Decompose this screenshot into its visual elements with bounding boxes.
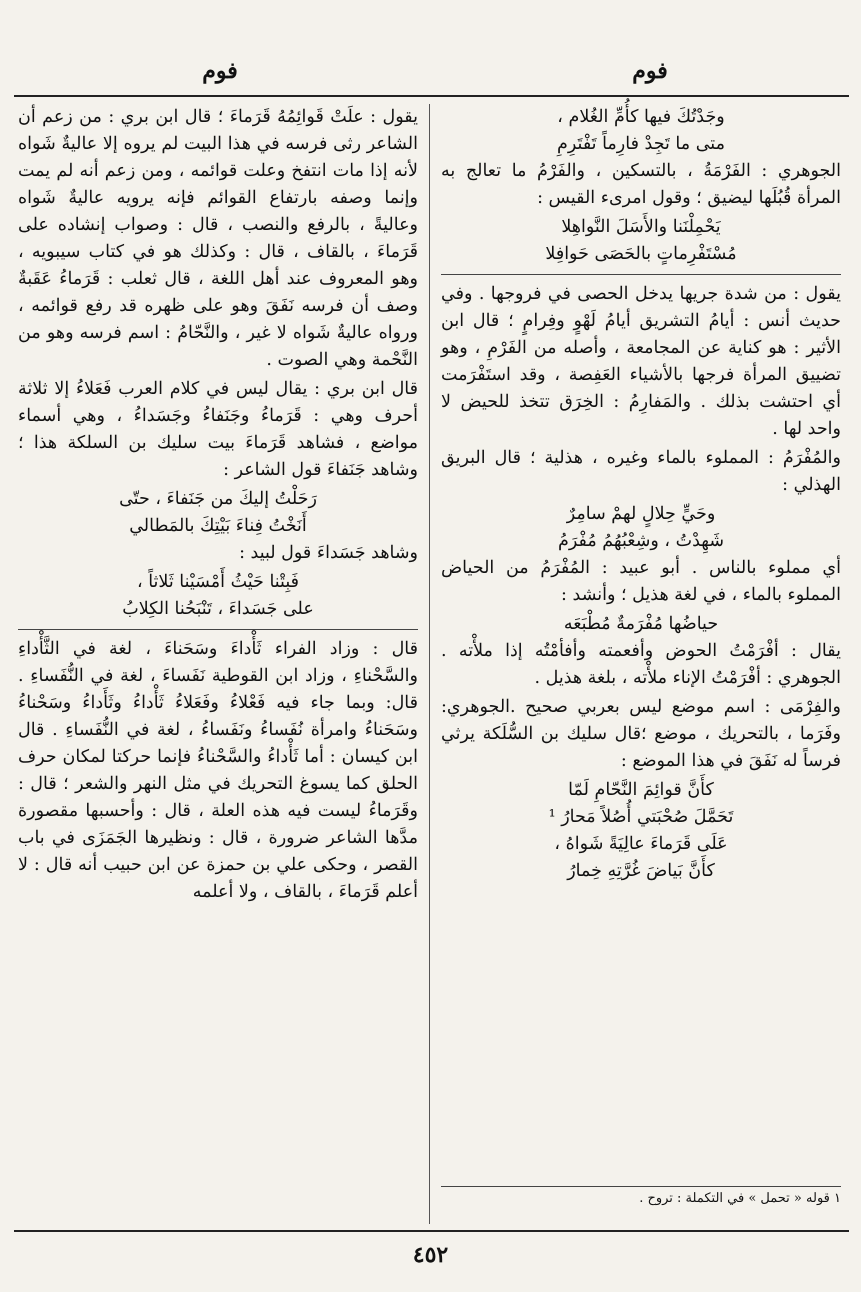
- verse-line: كأَنَّ قوائِمَ النَّحّامِ لَمّا: [568, 780, 714, 800]
- running-header-left: فوم: [202, 58, 238, 84]
- text-paragraph: قال ابن بري : يقال ليس في كلام العرب فَعَلاءُ إلا ثلاثة أحرف وهي : قَرَماءُ وجَنَفاءُ وجَسَداءُ ، وهي أسماء مواضع ، فشاهد قَرَماءَ بيت سليك بن السلكة هذا ؛ وشاهد جَنَفاءَ قول الشاعر :: [18, 379, 418, 480]
- verse-line: أَنَخْتُ فِناءَ بَيْتِكَ بالمَطالي: [129, 516, 307, 536]
- verse-line: عَلَى قَرَماءَ عالِيَةً شَواهُ ،: [554, 834, 728, 854]
- text-paragraph: يقول : علَتْ قَوائِمُهُ قَرَماءَ ؛ قال ابن بري : من زعم أن الشاعر رثى فرسه في هذا البيت لم يروه إلا عاليةٌ شَواه لأنه إذا مات انتفخ وعلت قوائمه ، ومن زعم أنه لم يمت وإنما وصفه بارتفاع القوائم فإنه يرويه عاليةٌ شَواه وعاليةً ، بالرفع والنصب ، قال : وصواب إنشاده على قَرَماءَ ، بالقاف ، قال : وكذلك هو في كتاب سيبويه ، وهو المعروف عند أهل اللغة ، قال ثعلب : قَرَماءُ عَقَبةٌ وصف أن فرسه نَفَقَ وهو على ظهره قد رفع قوائمه ، ورواه عاليةٌ شَواه لا غير ، والنَّحّامُ : اسم فرسه وهو من النَّحْمة وهي الصوت .: [18, 107, 418, 370]
- text-paragraph: أي مملوء بالناس . أبو عبيد : المُفْرَمُ من الحياض المملوء بالماء ، في لغة هذيل ؛ وأنشد :: [441, 558, 841, 605]
- right-column: [441, 104, 841, 885]
- verse-line: كأَنَّ بَياضَ غُرَّتِهِ خِمارُ: [567, 861, 715, 881]
- left-column: [18, 104, 418, 908]
- text-paragraph: يقول : من شدة جريها يدخل الحصى في فروجها . وفي حديث أنس : أيامُ التشريق أيامُ لَهْوٍ وفِرامٍ ؛ قال ابن الأثير : هو كناية عن المجامعة ، وأصله من الفَرْمِ ، وهو تضييق المرأة فرجها بالأشياء العَفِصة ، وقد استَفْرَمت أي احتشت بذلك . والمَفارِمُ : الخِرَق تتخذ للحيض لا واحد لها .: [441, 284, 841, 439]
- column-separator: [429, 104, 430, 1224]
- header-rule: [14, 95, 849, 97]
- verse-line: على جَسَداءَ ، تَنْبَحُنا الكِلابُ: [122, 599, 314, 619]
- section-divider: [441, 274, 841, 275]
- verse-line: متى ما تَجِدْ فارِماً تَفْتَرِمِ: [557, 134, 725, 154]
- verse-line: شَهِدْتُ ، وشِعْبُهُمُ مُفْرَمُ: [558, 531, 724, 551]
- footer-rule: [14, 1230, 849, 1232]
- verse-line: يَحْمِلْنَنا والأَسَلَ النَّواهِلا: [561, 217, 721, 237]
- running-header-right: فوم: [632, 58, 668, 84]
- text-paragraph: والمُفْرَمُ : المملوء بالماء وغيره ، هذلية ؛ قال البريق الهذلي :: [441, 448, 841, 495]
- verse-line: وجَدْتُكَ فيها كأُمِّ الغُلام ،: [557, 107, 725, 127]
- verse-line: تَحَمَّلَ صُحْبَتي أُصُلاً مَحارُ ¹: [548, 807, 734, 827]
- page-number: ٤٥٢: [412, 1242, 449, 1268]
- text-paragraph: الجوهري : الفَرْمَةُ ، بالتسكين ، والفَرْمُ ما تعالج به المرأة قُبُلَها ليضيق ؛ وقول امرىء القيس :: [441, 161, 841, 208]
- text-paragraph: وشاهد جَسَداءَ قول لبيد :: [239, 543, 418, 563]
- verse-line: مُسْتَفْرِماتٍ بالحَصَى حَوافِلا: [545, 244, 737, 264]
- verse-line: حياضُها مُفْرَمةٌ مُطْبَعَه: [563, 614, 719, 634]
- verse-line: رَحَلْتُ إليكَ من جَنَفاءَ ، حتّى: [119, 489, 317, 509]
- verse-line: فَبِتْنا حَيْثُ أَمْسَيْنا ثَلاثاً ،: [137, 572, 299, 592]
- verse-line: وحَيٍّ حِلالٍ لهمْ سامِرٌ: [566, 504, 716, 524]
- text-paragraph: والفِرْمَى : اسم موضع ليس بعربي صحيح .الجوهري: وفَرَما ، بالتحريك ، موضع ؛قال سليك بن السُّلَكة يرثي فرساً له نَفَقَ في هذا الموضع :: [441, 697, 841, 771]
- text-paragraph: يقال : أفْرَمْتُ الحوض وأفعمته وأفأمْتُه إذا ملأْته . الجوهري : أفْرَمْتُ الإناء ملأْته ، بلغة هذيل .: [441, 641, 841, 688]
- section-divider: [18, 629, 418, 630]
- footnote: ١ قوله « تحمل » في التكملة : تروح .: [441, 1186, 841, 1206]
- text-paragraph: قال : وزاد الفراء ثَأْداءَ وسَحَناءَ ، لغة في الثَّأْداءِ والسَّحْناءِ ، وزاد ابن القوطية نَفَساءَ ، لغة في النُّفَساءِ . قال: وبما جاء فيه فَعْلاءُ وفَعَلاءُ ثَأْداءُ وثَأَداءُ وسَحْناءُ وسَحَناءُ وامرأة نُفَساءُ ونَفَساءُ ، لغة في النُّفَساءِ . قال ابن كيسان : أما ثَأْداءُ والسَّحْناءُ فإنما حركتا لمكان حرف الحلق كما يسوغ التحريك في مثل النهر والشعر ؛ قال : وقَرَماءُ ليست فيه هذه العلة ، قال : وأحسبها مقصورة مدَّها الشاعر ضرورة ، قال : ونظيرها الجَمَزَى في باب القصر ، وحكى علي بن حمزة عن ابن حبيب أنه قال : لا أعلم قَرَماءَ ، بالقاف ، ولا أعلمه: [18, 639, 418, 902]
